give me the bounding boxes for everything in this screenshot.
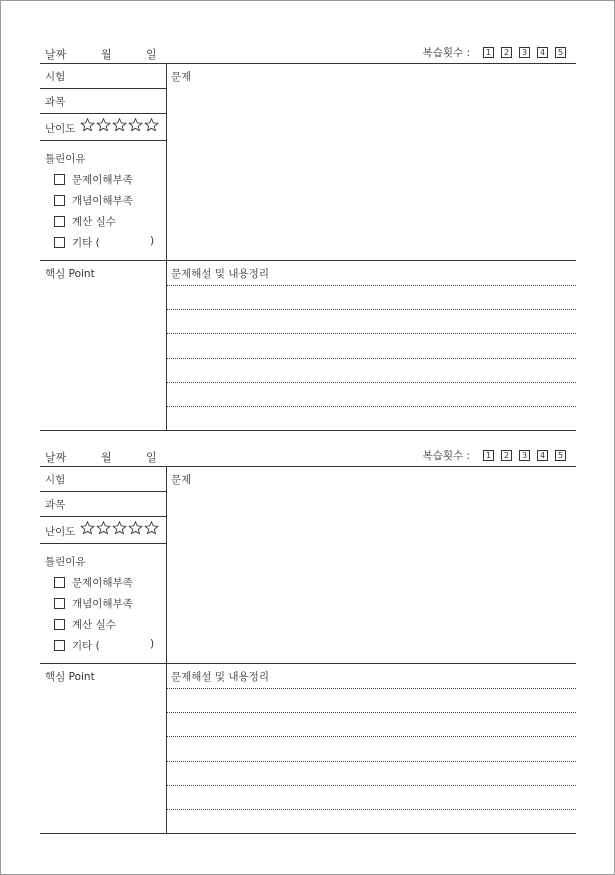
- date-label: 날짜: [45, 48, 67, 61]
- column-divider: [166, 64, 167, 430]
- exam-label: 시험: [45, 71, 66, 83]
- core-point-label: 핵심 Point: [45, 268, 95, 280]
- other-close-paren: ): [150, 235, 155, 247]
- review-box-1[interactable]: 1: [483, 47, 494, 58]
- reason-checkbox-misread[interactable]: [54, 172, 133, 187]
- checkbox-icon[interactable]: [54, 640, 65, 651]
- writing-line[interactable]: [167, 382, 576, 383]
- problem-label: 문제: [171, 474, 192, 486]
- exam-row[interactable]: [40, 64, 166, 89]
- review-box-1[interactable]: 1: [483, 450, 494, 461]
- star-outline-icon[interactable]: [112, 520, 127, 536]
- difficulty-label: 난이도: [45, 526, 76, 538]
- writing-line[interactable]: [167, 285, 576, 286]
- review-count: [423, 448, 566, 463]
- review-box-3[interactable]: 3: [519, 47, 530, 58]
- writing-line[interactable]: [167, 785, 576, 786]
- checkbox-icon[interactable]: [54, 619, 65, 630]
- reason-label: 문제이해부족: [72, 174, 133, 186]
- subject-label: 과목: [45, 96, 66, 108]
- reason-checkbox-concept[interactable]: [54, 596, 133, 611]
- reason-label: 기타 (: [72, 237, 100, 249]
- writing-line[interactable]: [167, 406, 576, 407]
- reason-checkbox-other[interactable]: [54, 638, 100, 653]
- star-outline-icon[interactable]: [96, 520, 111, 536]
- section-bottom-border: [40, 833, 576, 834]
- checkbox-icon[interactable]: [54, 174, 65, 185]
- review-box-5[interactable]: 5: [555, 450, 566, 461]
- month-label: 월: [101, 48, 112, 61]
- difficulty-stars: [80, 520, 160, 536]
- writing-line[interactable]: [167, 358, 576, 359]
- star-outline-icon[interactable]: [96, 117, 111, 133]
- writing-line[interactable]: [167, 736, 576, 737]
- reason-label: 계산 실수: [72, 619, 116, 631]
- star-outline-icon[interactable]: [80, 520, 95, 536]
- difficulty-row: [40, 517, 166, 544]
- date-label: 날짜: [45, 451, 67, 464]
- day-label: 일: [146, 451, 157, 464]
- star-outline-icon[interactable]: [112, 117, 127, 133]
- star-outline-icon[interactable]: [144, 520, 159, 536]
- writing-line[interactable]: [167, 809, 576, 810]
- reason-checkbox-misread[interactable]: [54, 575, 133, 590]
- star-outline-icon[interactable]: [128, 117, 143, 133]
- star-outline-icon[interactable]: [80, 117, 95, 133]
- writing-line[interactable]: [167, 712, 576, 713]
- review-count: [423, 45, 566, 60]
- reason-label: 기타 (: [72, 640, 100, 652]
- review-count-label: 복습횟수 :: [422, 450, 470, 462]
- reason-checkbox-other[interactable]: [54, 235, 100, 250]
- note-header: [40, 40, 576, 64]
- wrong-reason-label: 틀린이유: [45, 556, 86, 568]
- left-info-column: [40, 64, 166, 260]
- wrong-reason-label: 틀린이유: [45, 153, 86, 165]
- column-divider: [166, 467, 167, 833]
- difficulty-row: [40, 114, 166, 141]
- month-label: 월: [101, 451, 112, 464]
- reason-checkbox-calculation[interactable]: [54, 617, 116, 632]
- difficulty-stars: [80, 117, 160, 133]
- review-box-4[interactable]: 4: [537, 450, 548, 461]
- reason-label: 문제이해부족: [72, 577, 133, 589]
- review-box-2[interactable]: 2: [501, 47, 512, 58]
- exam-row[interactable]: [40, 467, 166, 492]
- exam-label: 시험: [45, 474, 66, 486]
- other-close-paren: ): [150, 638, 155, 650]
- reason-label: 계산 실수: [72, 216, 116, 228]
- writing-line[interactable]: [167, 333, 576, 334]
- reason-checkbox-calculation[interactable]: [54, 214, 116, 229]
- subject-row[interactable]: [40, 492, 166, 517]
- day-label: 일: [146, 48, 157, 61]
- review-box-3[interactable]: 3: [519, 450, 530, 461]
- review-count-label: 복습횟수 :: [422, 47, 470, 59]
- checkbox-icon[interactable]: [54, 195, 65, 206]
- wrong-answer-note-1: [40, 40, 576, 440]
- review-box-2[interactable]: 2: [501, 450, 512, 461]
- reason-label: 개념이해부족: [72, 195, 133, 207]
- reason-checkbox-concept[interactable]: [54, 193, 133, 208]
- star-outline-icon[interactable]: [144, 117, 159, 133]
- writing-line[interactable]: [167, 688, 576, 689]
- checkbox-icon[interactable]: [54, 598, 65, 609]
- checkbox-icon[interactable]: [54, 237, 65, 248]
- review-box-5[interactable]: 5: [555, 47, 566, 58]
- subject-label: 과목: [45, 499, 66, 511]
- star-outline-icon[interactable]: [128, 520, 143, 536]
- reason-label: 개념이해부족: [72, 598, 133, 610]
- problem-label: 문제: [171, 71, 192, 83]
- writing-line[interactable]: [167, 761, 576, 762]
- core-point-label: 핵심 Point: [45, 671, 95, 683]
- checkbox-icon[interactable]: [54, 577, 65, 588]
- note-header: [40, 443, 576, 467]
- solution-label: 문제해설 및 내용정리: [171, 671, 269, 683]
- checkbox-icon[interactable]: [54, 216, 65, 227]
- subject-row[interactable]: [40, 89, 166, 114]
- section-bottom-border: [40, 430, 576, 431]
- left-info-column: [40, 467, 166, 663]
- difficulty-label: 난이도: [45, 123, 76, 135]
- middle-divider: [40, 663, 576, 664]
- middle-divider: [40, 260, 576, 261]
- writing-line[interactable]: [167, 309, 576, 310]
- wrong-answer-note-2: [40, 443, 576, 843]
- review-box-4[interactable]: 4: [537, 47, 548, 58]
- solution-label: 문제해설 및 내용정리: [171, 268, 269, 280]
